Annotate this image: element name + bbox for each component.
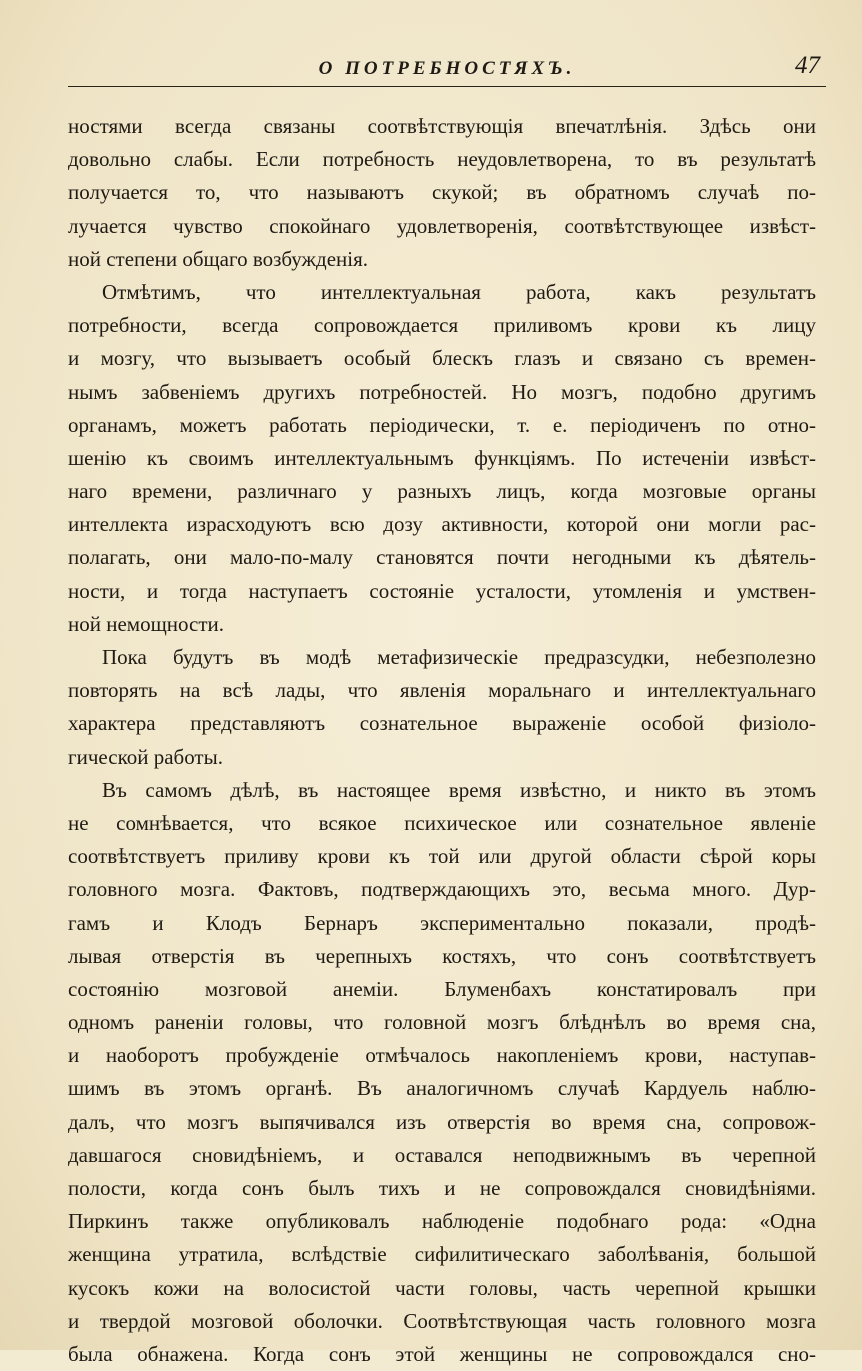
- text-line: и мозгу, что вызываетъ особый блескъ глазъ и связано съ времен-: [68, 346, 816, 371]
- page-number: 47: [795, 52, 820, 79]
- text-line: шимъ въ этомъ органѣ. Въ аналогичномъ случаѣ Кардуель наблю-: [68, 1076, 816, 1101]
- text-line: довольно слабы. Если потребность неудовлетворена, то въ результатѣ: [68, 147, 816, 172]
- body-text: [68, 110, 816, 1371]
- text-line: характера представляютъ сознательное выраженіе особой физіоло-: [68, 711, 816, 736]
- text-line: гической работы.: [68, 744, 223, 769]
- text-line: лучается чувство спокойнаго удовлетворенія, соотвѣтствующее извѣст-: [68, 213, 816, 238]
- text-line: шенію къ своимъ интеллектуальнымъ функціямъ. По истеченіи извѣст-: [68, 445, 816, 470]
- running-head: [68, 48, 826, 88]
- running-title: О ПОТРЕБНОСТЯХЪ.: [318, 58, 576, 79]
- text-line: кусокъ кожи на волосистой части головы, часть черепной крышки: [68, 1275, 816, 1300]
- text-line: нымъ забвеніемъ другихъ потребностей. Но мозгъ, подобно другимъ: [68, 379, 816, 404]
- text-line: потребности, всегда сопровождается приливомъ крови къ лицу: [68, 313, 816, 338]
- text-line: была обнажена. Когда сонъ этой женщины не сопровождался сно-: [68, 1341, 816, 1366]
- text-line: одномъ раненіи головы, что головной мозгъ блѣднѣлъ во время сна,: [68, 1010, 816, 1035]
- text-line: ности, и тогда наступаетъ состояніе усталости, утомленія и умствен-: [68, 578, 816, 603]
- text-line: полагать, они мало-по-малу становятся почти негодными къ дѣятель-: [68, 545, 816, 570]
- text-line: получается то, что называютъ скукой; въ обратномъ случаѣ по-: [68, 180, 816, 205]
- text-line: ной степени общаго возбужденія.: [68, 246, 369, 271]
- text-line: соотвѣтствуетъ приливу крови къ той или другой области сѣрой коры: [68, 844, 816, 869]
- text-line: не сомнѣвается, что всякое психическое или сознательное явленіе: [68, 810, 816, 835]
- text-line: органамъ, можетъ работать періодически, т. е. періодиченъ по отно-: [68, 412, 816, 437]
- text-line: Въ самомъ дѣлѣ, въ настоящее время извѣстно, и никто въ этомъ: [102, 777, 816, 802]
- text-line: состоянію мозговой анеміи. Блуменбахъ констатировалъ при: [68, 976, 816, 1001]
- text-line: Пока будутъ въ модѣ метафизическіе предразсудки, небезполезно: [102, 645, 816, 669]
- text-line: и твердой мозговой оболочки. Соотвѣтствующая часть головного мозга: [68, 1308, 816, 1333]
- text-line: далъ, что мозгъ выпячивался изъ отверстія во время сна, сопровож-: [68, 1109, 816, 1134]
- text-line: женщина утратила, вслѣдствіе сифилитическаго заболѣванія, большой: [68, 1242, 816, 1267]
- text-line: гамъ и Клодъ Бернаръ экспериментально показали, продѣ-: [68, 910, 816, 935]
- text-line: наго времени, различнаго у разныхъ лицъ, когда мозговые органы: [68, 479, 816, 504]
- text-line: ностями всегда связаны соотвѣтствующія впечатлѣнія. Здѣсь они: [68, 114, 816, 138]
- text-line: Пиркинъ также опубликовалъ наблюденіе подобнаго рода: «Одна: [68, 1209, 816, 1234]
- text-line: интеллекта израсходуютъ всю дозу активности, которой они могли рас-: [68, 512, 816, 537]
- text-line: ной немощности.: [68, 611, 224, 636]
- text-line: лывая отверстія въ черепныхъ костяхъ, что сонъ соотвѣтствуетъ: [68, 943, 816, 968]
- text-line: полости, когда сонъ былъ тихъ и не сопровождался сновидѣніями.: [68, 1176, 816, 1200]
- text-line: Отмѣтимъ, что интеллектуальная работа, какъ результатъ: [102, 279, 816, 304]
- text-line: головного мозга. Фактовъ, подтверждающихъ это, весьма много. Дур-: [68, 877, 816, 902]
- text-line: и наоборотъ пробужденіе отмѣчалось накопленіемъ крови, наступав-: [68, 1043, 816, 1068]
- text-line: повторять на всѣ лады, что явленія моральнаго и интеллектуальнаго: [68, 678, 816, 703]
- header-rule: [68, 86, 826, 87]
- text-line: давшагося сновидѣніемъ, и оставался неподвижнымъ въ черепной: [68, 1142, 816, 1167]
